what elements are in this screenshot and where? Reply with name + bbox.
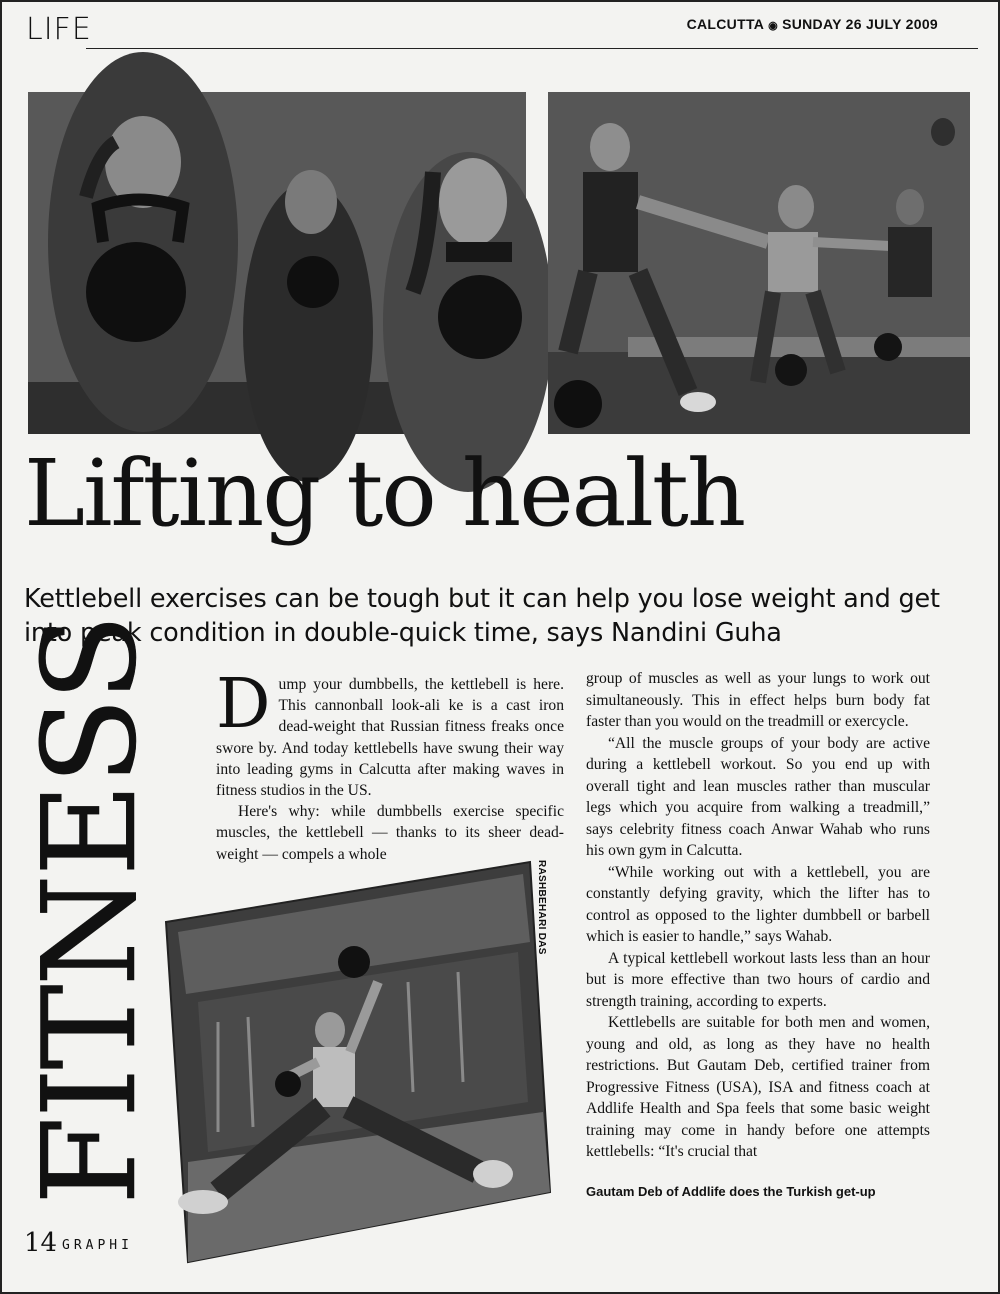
photo-caption: Gautam Deb of Addlife does the Turkish get-up: [586, 1184, 876, 1199]
bullet-icon: ◉: [768, 20, 779, 32]
paragraph: Here's why: while dumbbells exercise specific muscles, the kettlebell — thanks to its sheer dead-weight — compels a whole: [216, 803, 564, 863]
headline: Lifting to health: [24, 440, 745, 547]
paragraph: “While working out with a kettlebell, you are constantly defying gravity, which the lifter has to control as opposed to the lighter dumbbell or barbell which is easier to handle,” says Wahab.: [586, 863, 930, 945]
header-rule: [86, 48, 978, 49]
standfirst-text: Kettlebell exercises can be tough but it can help you lose weight and get into peak condition in double-quick time, says: [24, 584, 940, 648]
photo-kettlebell-group: [28, 92, 526, 434]
dateline: [687, 16, 938, 32]
city-label: CALCUTTA: [686, 16, 765, 32]
section-logo: LIFE: [26, 12, 92, 47]
paragraph: “All the muscle groups of your body are active during a kettlebell workout. So you end up with overall tight and lean muscles rather than muscular legs which you acquire from walking a treadmill,” says celebrity fitness coach Anwar Wahab who runs his own gym in Calcutta.: [586, 734, 930, 859]
date-label: SUNDAY 26 JULY 2009: [782, 16, 938, 32]
drop-cap: D: [216, 665, 271, 744]
photo-turkish-get-up: [158, 862, 550, 1262]
paragraph: Kettlebells are suitable for both men and women, young and old, as long as they have no health restrictions. But Gautam Deb, certified trainer from Progressive Fitness (USA), ISA and fitness coach at Addlife Health and Spa feels that some basic weight training may come in handy before one attempts kettlebells: “It's crucial that: [586, 1014, 930, 1160]
article-column-2: [586, 668, 930, 1163]
section-label-text: FITNESS: [16, 615, 165, 1205]
photo-kettlebell-squats: [548, 92, 970, 434]
paragraph: Dump your dumbbells, the kettlebell is here. This cannonball look-ali ke is a cast iron dead-weight that Russian fitness freaks once swore by. And today kettlebells have swung their way into leading gyms in Calcutta after making waves in fitness studios in the US.: [216, 665, 564, 800]
article-column-1: [216, 665, 564, 865]
paragraph: A typical kettlebell workout lasts less than an hour but is more effective than two hours of cardio and strength training, according to experts.: [586, 949, 930, 1010]
supplement-name: GRAPHI: [62, 1238, 133, 1253]
photo-credit: RASHBEHARI DAS: [536, 860, 547, 955]
byline: Nandini Guha: [610, 618, 782, 648]
page-number: 14: [24, 1228, 58, 1258]
paragraph: group of muscles as well as your lungs to work out simultaneously. This in effect helps burn body fat faster than you would on the treadmill or exercycle.: [586, 670, 930, 730]
section-label-fitness: [16, 615, 165, 1207]
